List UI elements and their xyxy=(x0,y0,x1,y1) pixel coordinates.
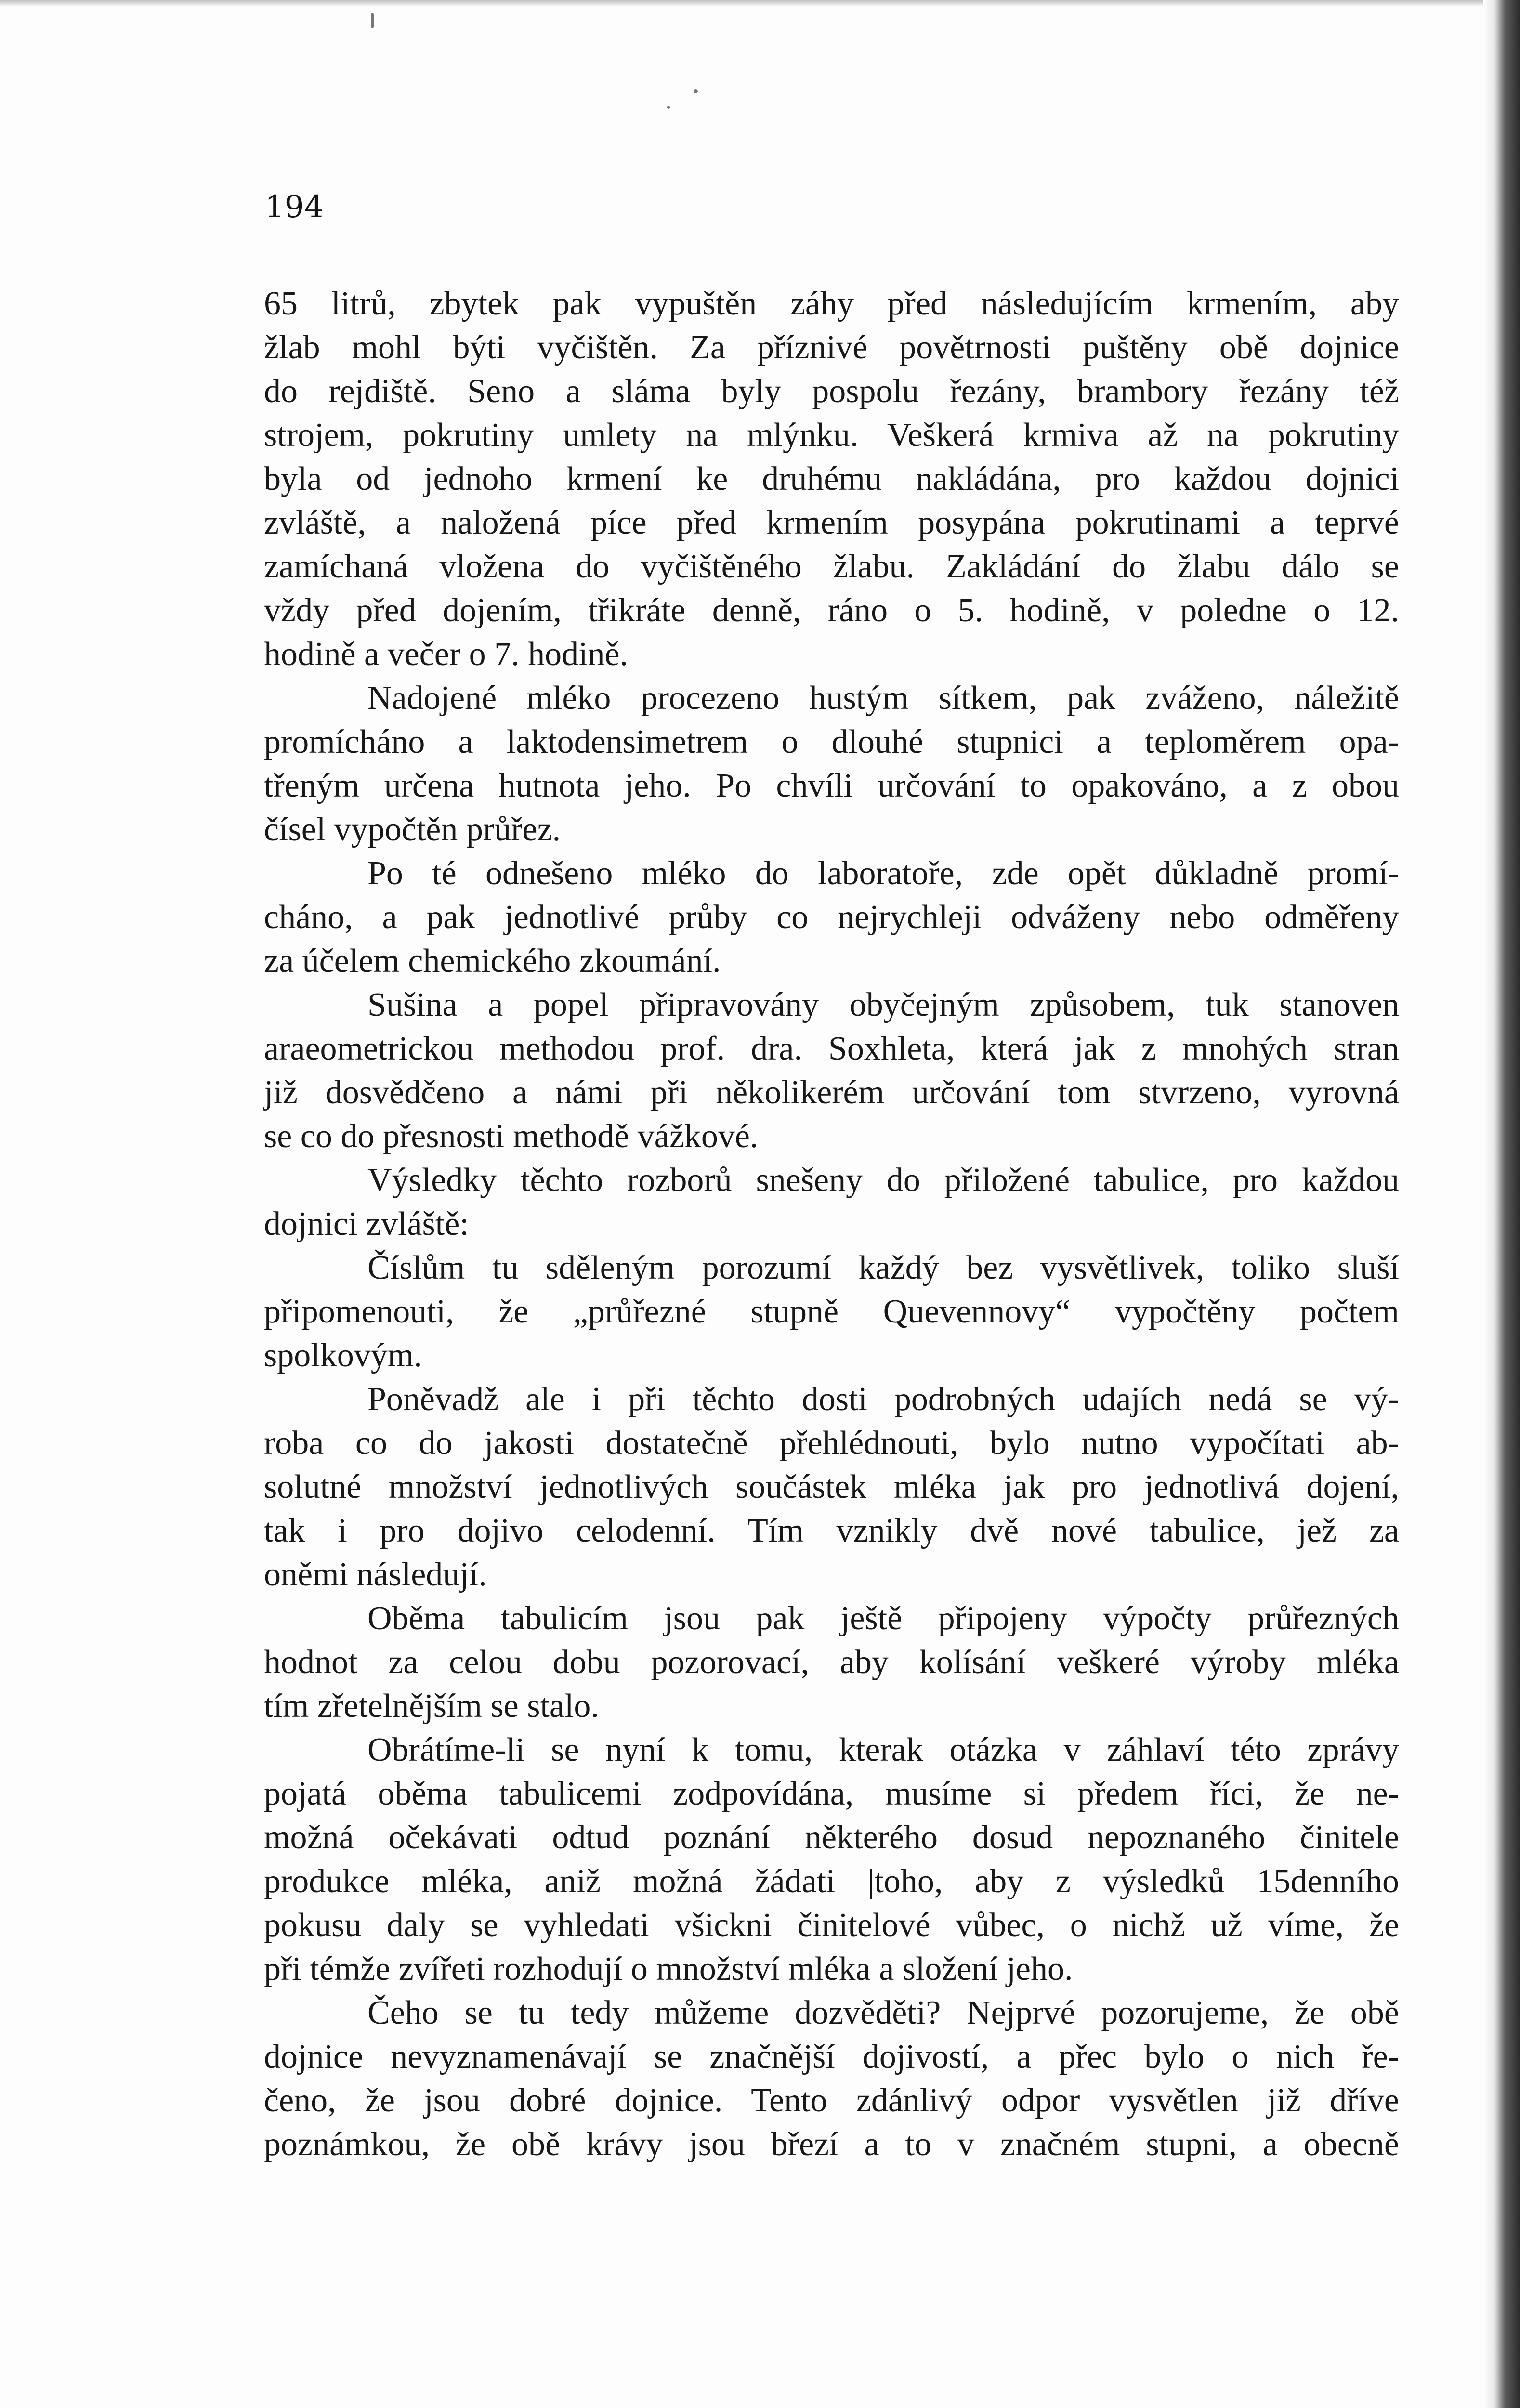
text-line: Výsledky těchto rozborů snešeny do přiložené tabulice, pro každou xyxy=(367,1162,1399,1199)
text-line: pokusu daly se vyhledati všickni činitelové vůbec, o nichž už víme, že xyxy=(264,1907,1399,1944)
text-line: promícháno a laktodensimetrem o dlouhé stupnici a teploměrem opa- xyxy=(264,723,1399,760)
text-line: za účelem chemického zkoumání. xyxy=(264,942,721,980)
text-line: tak i pro dojivo celodenní. Tím vznikly dvě nové tabulice, jež za xyxy=(264,1512,1399,1549)
text-line: při témže zvířeti rozhodují o množství mléka a složení jeho. xyxy=(264,1950,1073,1988)
text-line: čísel vypočtěn průřez. xyxy=(264,811,561,848)
text-line: poznámkou, že obě krávy jsou březí a to v značném stupni, a obecně xyxy=(264,2126,1399,2163)
text-line: připomenouti, že „průřezné stupně Quevennovy“ vypočtěny počtem xyxy=(264,1293,1399,1330)
text-line: roba co do jakosti dostatečně přehlédnouti, bylo nutno vypočítati ab- xyxy=(264,1425,1399,1462)
text-line: zamíchaná vložena do vyčištěného žlabu. Zakládání do žlabu dálo se xyxy=(264,548,1399,585)
page-top-shadow xyxy=(0,0,1483,7)
page-edge-shadow xyxy=(1483,0,1520,2408)
text-line: pojatá oběma tabulicemi zodpovídána, musíme si předem říci, že ne- xyxy=(264,1775,1399,1812)
text-line: cháno, a pak jednotlivé průby co nejrychleji odváženy nebo odměřeny xyxy=(264,899,1399,936)
text-line: hodině a večer o 7. hodině. xyxy=(264,636,629,673)
text-line: se co do přesnosti methodě vážkové. xyxy=(264,1118,759,1155)
text-line: možná očekávati odtud poznání některého dosud nepoznaného činitele xyxy=(264,1819,1399,1856)
page-number: 194 xyxy=(265,189,324,225)
text-line: oněmi následují. xyxy=(264,1556,487,1593)
scan-speck xyxy=(371,13,374,28)
text-line: Nadojené mléko procezeno hustým sítkem, pak zváženo, náležitě xyxy=(367,680,1399,717)
text-line: 65 litrů, zbytek pak vypuštěn záhy před následujícím krmením, aby xyxy=(264,285,1399,322)
text-line: produkce mléka, aniž možná žádati |toho, aby z výsledků 15denního xyxy=(264,1863,1399,1900)
text-line: solutné množství jednotlivých součástek mléka jak pro jednotlivá dojení, xyxy=(264,1468,1399,1505)
text-line: strojem, pokrutiny umlety na mlýnku. Veškerá krmiva až na pokrutiny xyxy=(264,417,1399,454)
text-line: Oběma tabulicím jsou pak ještě připojeny výpočty průřezných xyxy=(367,1600,1399,1637)
scan-speck xyxy=(667,106,670,109)
text-line: již dosvědčeno a námi při několikerém určování tom stvrzeno, vyrovná xyxy=(264,1074,1399,1111)
text-line: Obrátíme-li se nyní k tomu, kterak otázka v záhlaví této zprávy xyxy=(367,1731,1399,1768)
text-line: zvláště, a naložená píce před krmením posypána pokrutinami a teprvé xyxy=(264,504,1399,541)
text-line: dojnice nevyznamenávají se značnější dojivostí, a přec bylo o nich ře- xyxy=(264,2038,1399,2075)
body-text xyxy=(264,282,1399,2166)
text-line: třeným určena hutnota jeho. Po chvíli určování to opakováno, a z obou xyxy=(264,767,1399,804)
text-line: do rejdiště. Seno a sláma byly pospolu řezány, brambory řezány též xyxy=(264,373,1399,410)
text-line: čeno, že jsou dobré dojnice. Tento zdánlivý odpor vysvětlen již dříve xyxy=(264,2082,1399,2119)
scan-speck xyxy=(694,89,698,93)
text-line: tím zřetelnějším se stalo. xyxy=(264,1688,599,1725)
text-line: Poněvadž ale i při těchto dosti podrobných udajích nedá se vý- xyxy=(367,1381,1399,1418)
text-line: Číslům tu sděleným porozumí každý bez vysvětlivek, toliko sluší xyxy=(367,1249,1399,1286)
text-line: spolkovým. xyxy=(264,1337,422,1374)
text-line: hodnot za celou dobu pozorovací, aby kolísání veškeré výroby mléka xyxy=(264,1644,1399,1681)
text-line: araeometrickou methodou prof. dra. Soxhleta, která jak z mnohých stran xyxy=(264,1030,1399,1067)
text-line: žlab mohl býti vyčištěn. Za příznivé povětrnosti puštěny obě dojnice xyxy=(264,329,1399,366)
text-line: byla od jednoho krmení ke druhému nakládána, pro každou dojnici xyxy=(264,460,1399,497)
text-line: Čeho se tu tedy můžeme dozvěděti? Nejprvé pozorujeme, že obě xyxy=(367,1994,1399,2031)
text-line: Sušina a popel připravovány obyčejným způsobem, tuk stanoven xyxy=(367,986,1399,1023)
text-line: vždy před dojením, třikráte denně, ráno o 5. hodině, v poledne o 12. xyxy=(264,592,1399,629)
text-line: dojnici zvláště: xyxy=(264,1205,469,1243)
text-line: Po té odnešeno mléko do laboratoře, zde opět důkladně promí- xyxy=(367,855,1399,892)
